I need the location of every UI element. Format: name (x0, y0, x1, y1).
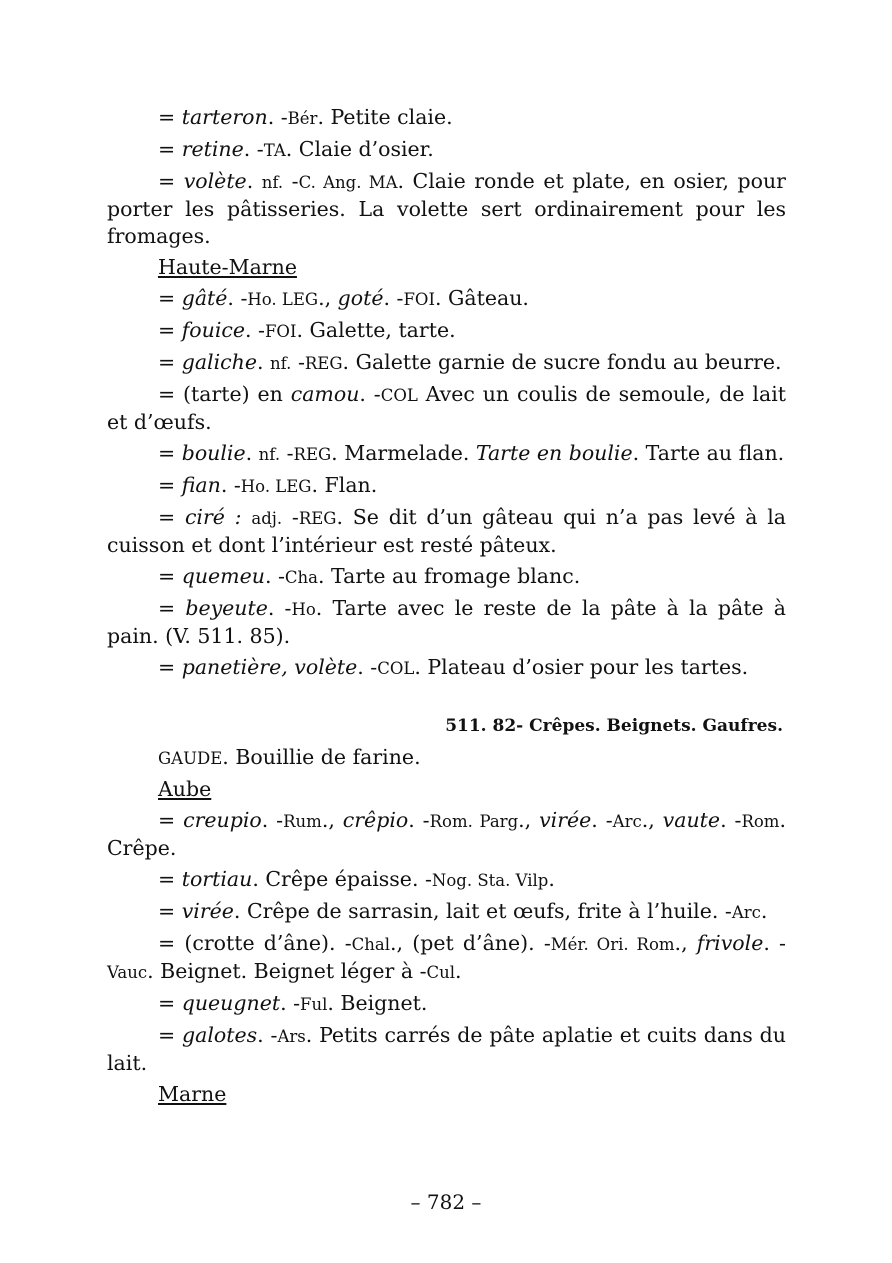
entry-term: galotes (182, 1023, 258, 1047)
entry-term: fian (181, 473, 221, 497)
entry-text: = (158, 318, 182, 342)
region-heading (107, 1081, 786, 1108)
entry-term: beyeute (185, 596, 268, 620)
entry-text: . Crêpe. (107, 808, 786, 860)
dictionary-entry (107, 504, 786, 559)
dictionary-entry (107, 168, 786, 250)
entry-abbrev: Cha (284, 568, 318, 587)
entry-text: . Beignet. Beignet léger à - (147, 959, 427, 983)
dictionary-entry (107, 654, 786, 682)
entry-text: . - (257, 1023, 278, 1047)
entry-text: . - (245, 318, 265, 342)
entry-text: . - (763, 931, 786, 955)
region-heading-text: Haute-Marne (158, 255, 297, 279)
entry-text: ., (321, 808, 343, 832)
entry-text: . - (383, 286, 404, 310)
entry-text: . Tarte au fromage blanc. (318, 564, 581, 588)
dictionary-entry (107, 595, 786, 650)
dictionary-entry (107, 744, 786, 772)
entry-text: . Flan. (311, 473, 378, 497)
entry-abbrev: nf. (261, 173, 284, 192)
entry-text: . - (280, 991, 301, 1015)
entry-term: crêpio (342, 808, 409, 832)
dictionary-entry (107, 104, 786, 132)
entry-text: . - (267, 596, 292, 620)
entry-abbrev: Arc (612, 812, 642, 831)
entry-text: . Beignet. (327, 991, 428, 1015)
entry-text: . - (408, 808, 430, 832)
entry-abbrev: COL (380, 386, 418, 405)
entry-term: galiche (181, 350, 257, 374)
dictionary-entry (107, 472, 786, 500)
entry-term: gâté (181, 286, 228, 310)
entry-text: = (158, 564, 182, 588)
entry-text: = (158, 899, 182, 923)
entry-text: = (158, 105, 182, 129)
entry-text: . Claie d’osier. (285, 137, 434, 161)
dictionary-entry (107, 381, 786, 436)
page-number: – 782 – (410, 1190, 482, 1214)
entry-text: . (455, 959, 462, 983)
entry-abbrev: Rom (741, 812, 780, 831)
entry-abbrev: C. Ang. MA (298, 173, 398, 192)
entry-term: quemeu (181, 564, 265, 588)
dictionary-entry (107, 866, 786, 894)
entry-text: = (tarte) en (158, 382, 291, 406)
entry-text: . - (359, 382, 381, 406)
entry-term: panetière, volète (181, 655, 358, 679)
entry-abbrev: Arc (731, 903, 761, 922)
entry-text: . Petits carrés de pâte aplatie et cuits dans du lait. (107, 1023, 786, 1075)
entry-text: . Marmelade. (331, 441, 476, 465)
entry-text: . Plateau d’osier pour les tartes. (414, 655, 749, 679)
entry-term: boulie (181, 441, 246, 465)
entry-text: = (158, 286, 182, 310)
dictionary-entry (107, 285, 786, 313)
dictionary-entry (107, 990, 786, 1018)
dictionary-entry (107, 349, 786, 377)
entry-term: queugnet (181, 991, 281, 1015)
dictionary-entry (107, 930, 786, 986)
region-heading (107, 254, 786, 281)
region-heading-text: Marne (158, 1082, 227, 1106)
entry-abbrev: nf. (258, 445, 281, 464)
entry-text: . Tarte au flan. (632, 441, 785, 465)
entry-text: . Bouillie de farine. (222, 745, 421, 769)
entry-text: Avec un coulis de semoule, de lait et d’œufs. (107, 382, 786, 434)
entry-term: tortiau (181, 867, 253, 891)
entry-abbrev: TA (263, 141, 286, 160)
entry-term: creupio (183, 808, 262, 832)
entry-text: . - (591, 808, 613, 832)
dictionary-entry (107, 1022, 786, 1077)
entry-text: = (158, 441, 182, 465)
entry-term: fouice (181, 318, 246, 342)
entry-text: = (crotte d’âne). - (158, 931, 352, 955)
entry-text: . - (220, 473, 241, 497)
entry-text: = (158, 867, 182, 891)
entry-abbrev: Cul (426, 963, 456, 982)
entry-abbrev: Chal (351, 935, 391, 954)
entry-text: - (280, 441, 294, 465)
entry-text: . Petite claie. (317, 105, 453, 129)
entry-text: . Galette garnie de sucre fondu au beurre. (342, 350, 782, 374)
entry-abbrev: Bér (287, 109, 318, 128)
dictionary-entry (107, 563, 786, 591)
entry-text: = (158, 505, 185, 529)
entry-term: Tarte en boulie (475, 441, 633, 465)
entry-text: = (158, 473, 182, 497)
section-title: 511. 82- Crêpes. Beignets. Gaufres. (445, 716, 783, 736)
entry-term: frivole (696, 931, 764, 955)
entry-text (242, 505, 252, 529)
entry-abbrev: Rom. Parg (429, 812, 519, 831)
entry-term: tarteron (181, 105, 268, 129)
entry-text: . (760, 899, 768, 923)
entry-text: . (245, 441, 259, 465)
entry-text: . - (720, 808, 742, 832)
dictionary-entry (107, 317, 786, 345)
entry-term: volète (183, 169, 247, 193)
entry-text: = (158, 137, 182, 161)
entry-text: = (158, 655, 182, 679)
entry-term: retine (181, 137, 244, 161)
dictionary-entry (107, 807, 786, 862)
entry-abbrev: Ars (277, 1027, 306, 1046)
entry-text: . - (357, 655, 378, 679)
entry-text: = (158, 169, 184, 193)
entry-text: = (158, 350, 182, 374)
entry-term: virée (181, 899, 234, 923)
entry-text: ., (pet d’âne). - (390, 931, 551, 955)
entry-abbrev: COL (377, 659, 415, 678)
entry-abbrev: REG (298, 509, 337, 528)
entry-abbrev: Ho. LEG (247, 290, 319, 309)
entry-text: = (158, 596, 186, 620)
entry-text: ., (641, 808, 663, 832)
entry-text: . - (267, 105, 288, 129)
entry-abbrev: Ho (291, 600, 316, 619)
entry-text: . Se dit d’un gâteau qui n’a pas levé à la cuisson et dont l’intérieur est resté pâteux. (107, 505, 786, 557)
entry-abbrev: REG (304, 354, 343, 373)
entry-abbrev: GAUDE (158, 749, 223, 768)
region-heading (107, 776, 786, 803)
entry-text: . (246, 169, 262, 193)
dictionary-entry (107, 898, 786, 926)
entry-text: . Gâteau. (434, 286, 529, 310)
entry-text: = (158, 1023, 183, 1047)
entry-term: virée (539, 808, 592, 832)
entry-text: . (548, 867, 555, 891)
entry-text: . - (243, 137, 264, 161)
entry-abbrev: Mér. Ori. Rom (550, 935, 675, 954)
entry-text: = (158, 991, 182, 1015)
entry-text: - (282, 505, 299, 529)
entry-text: . Crêpe épaisse. - (252, 867, 432, 891)
dictionary-entry (107, 440, 786, 468)
entry-abbrev: REG (293, 445, 332, 464)
entry-text: ., (518, 808, 540, 832)
entry-term: camou (290, 382, 360, 406)
entry-term: ciré : (184, 505, 242, 529)
entry-term: goté (337, 286, 384, 310)
entry-text: . Crêpe de sarrasin, lait et œufs, frite à l’huile. - (233, 899, 732, 923)
entry-abbrev: Vauc (107, 963, 148, 982)
entry-text: - (283, 169, 299, 193)
entry-abbrev: Ho. LEG (240, 477, 312, 496)
dictionary-entry (107, 136, 786, 164)
page-body (107, 104, 786, 1112)
entry-text: . - (261, 808, 284, 832)
entry-term: vaute (662, 808, 721, 832)
entry-abbrev: Rum (283, 812, 322, 831)
entry-abbrev: Ful (300, 995, 328, 1014)
entry-text: ., (674, 931, 697, 955)
region-heading-text: Aube (158, 777, 212, 801)
entry-abbrev: nf. (270, 354, 292, 373)
entry-text: = (158, 808, 184, 832)
entry-abbrev: adj. (251, 509, 283, 528)
entry-text: - (291, 350, 305, 374)
section-spacer (107, 686, 786, 713)
entry-abbrev: FOI (264, 322, 297, 341)
entry-text: . (256, 350, 271, 374)
entry-text: . - (264, 564, 285, 588)
entry-text: . Galette, tarte. (296, 318, 456, 342)
entry-text: ., (318, 286, 338, 310)
entry-text: . Tarte avec le reste de la pâte à la pâte à pain. (V. 511. 85). (107, 596, 786, 648)
entry-abbrev: Nog. Sta. Vilp (431, 871, 549, 890)
entry-abbrev: FOI (403, 290, 435, 309)
entry-text: . - (227, 286, 248, 310)
entry-text: . Claie ronde et plate, en osier, pour porter les pâtisseries. La volette sert ordinairement pour les fromages. (107, 169, 786, 248)
